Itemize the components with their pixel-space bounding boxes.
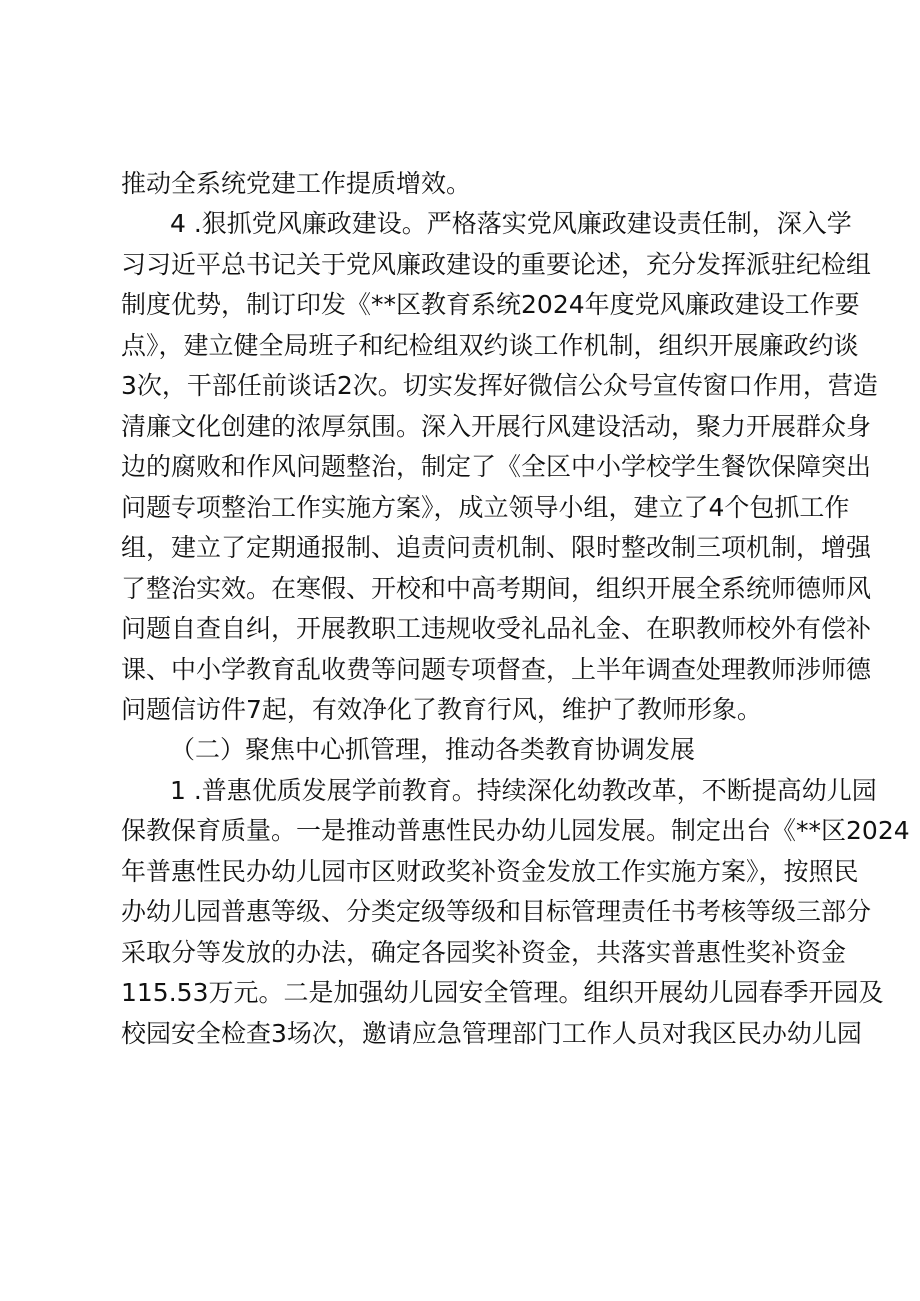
paragraph-line-14: 问题信访件7起，有效净化了教育行风，维护了教师形象。 [121,695,762,724]
paragraph-line-18: 年普惠性民办幼儿园市区财政奖补资金发放工作实施方案》，按照民 [121,857,859,886]
paragraph-line-16: 1 .普惠优质发展学前教育。持续深化幼教改革，不断提高幼儿园 [170,776,877,805]
paragraph-line-4: 制度优势，制订印发《**区教育系统2024年度党风廉政建设工作要 [121,290,860,319]
paragraph-line-13: 课、中小学教育乱收费等问题专项督查，上半年调查处理教师涉师德 [121,655,872,684]
section-heading: （二）聚焦中心抓管理，推动各类教育协调发展 [170,735,696,764]
paragraph-line-10: 组，建立了定期通报制、追责问责机制、限时整改制三项机制，增强 [121,533,872,562]
paragraph-line-11: 了整治实效。在寒假、开校和中高考期间，组织开展全系统师德师风 [121,574,872,603]
paragraph-line-3: 习习近平总书记关于党风廉政建设的重要论述，充分发挥派驻纪检组 [121,250,872,279]
paragraph-line-1: 推动全系统党建工作提质增效。 [121,169,472,198]
paragraph-line-9: 问题专项整治工作实施方案》，成立领导小组，建立了4个包抓工作 [121,493,850,522]
paragraph-line-7: 清廉文化创建的浓厚氛围。深入开展行风建设活动，聚力开展群众身 [121,412,872,441]
paragraph-line-2: 4 .狠抓党风廉政建设。严格落实党风廉政建设责任制，深入学 [170,209,852,238]
paragraph-line-21: 115.53万元。二是加强幼儿园安全管理。组织开展幼儿园春季开园及 [121,978,884,1007]
paragraph-line-8: 边的腐败和作风问题整治，制定了《全区中小学校学生餐饮保障突出 [121,452,872,481]
paragraph-line-22: 校园安全检查3场次，邀请应急管理部门工作人员对我区民办幼儿园 [121,1019,862,1048]
paragraph-line-12: 问题自查自纠，开展教职工违规收受礼品礼金、在职教师校外有偿补 [121,614,872,643]
paragraph-line-17: 保教保育质量。一是推动普惠性民办幼儿园发展。制定出台《**区2024 [121,816,910,845]
paragraph-line-5: 点》，建立健全局班子和纪检组双约谈工作机制，组织开展廉政约谈 [121,331,859,360]
paragraph-line-20: 采取分等发放的办法，确定各园奖补资金，共落实普惠性奖补资金 [121,938,847,967]
paragraph-line-19: 办幼儿园普惠等级、分类定级等级和目标管理责任书考核等级三部分 [121,897,872,926]
paragraph-line-6: 3次，干部任前谈话2次。切实发挥好微信公众号宣传窗口作用，营造 [121,371,878,400]
